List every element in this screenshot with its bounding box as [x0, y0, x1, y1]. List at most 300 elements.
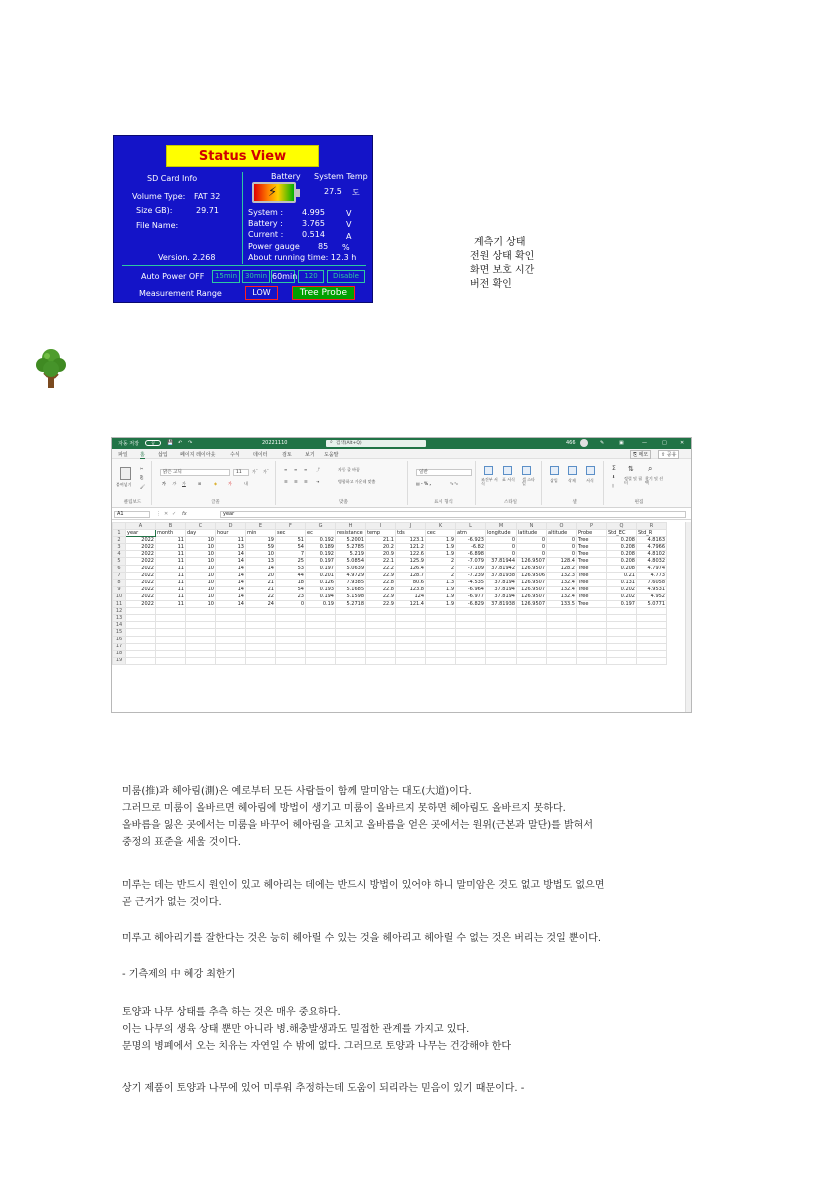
table-cell[interactable]: 126.9507 — [517, 558, 547, 565]
table-cell[interactable] — [246, 622, 276, 629]
power-off-30min[interactable]: 30min — [242, 270, 270, 283]
table-cell[interactable]: longitude — [486, 530, 517, 537]
table-cell[interactable] — [366, 615, 396, 622]
table-cell[interactable]: Tree — [577, 537, 607, 544]
select-all-corner[interactable] — [113, 523, 126, 530]
table-cell[interactable]: 0.192 — [306, 551, 336, 558]
table-cell[interactable]: 10 — [186, 586, 216, 593]
table-cell[interactable]: 122.6 — [396, 551, 426, 558]
table-cell[interactable] — [607, 636, 637, 643]
table-cell[interactable] — [426, 650, 456, 657]
table-cell[interactable] — [396, 622, 426, 629]
table-cell[interactable] — [456, 608, 486, 615]
power-off-120[interactable]: 120 — [298, 270, 324, 283]
table-cell[interactable]: 11 — [156, 544, 186, 551]
name-box[interactable]: A1 — [114, 511, 150, 518]
table-cell[interactable]: 4.8163 — [637, 537, 667, 544]
table-cell[interactable]: 14 — [216, 558, 246, 565]
table-cell[interactable]: 5.0854 — [336, 558, 366, 565]
table-cell[interactable]: 20.2 — [366, 544, 396, 551]
table-cell[interactable]: -6.923 — [456, 537, 486, 544]
table-cell[interactable]: 10 — [186, 572, 216, 579]
table-cell[interactable]: 5.1598 — [336, 593, 366, 600]
table-cell[interactable]: 14 — [246, 565, 276, 572]
table-cell[interactable] — [156, 643, 186, 650]
table-cell[interactable] — [547, 615, 577, 622]
table-cell[interactable] — [306, 650, 336, 657]
align-center-icon[interactable]: ☰ — [294, 479, 298, 484]
table-cell[interactable]: 20 — [246, 572, 276, 579]
table-cell[interactable] — [336, 608, 366, 615]
table-cell[interactable] — [517, 622, 547, 629]
column-header[interactable]: L — [456, 523, 486, 530]
table-cell[interactable]: Tree — [577, 572, 607, 579]
table-cell[interactable] — [156, 650, 186, 657]
table-cell[interactable]: 133.5 — [547, 601, 577, 608]
table-cell[interactable] — [336, 657, 366, 664]
table-cell[interactable] — [517, 657, 547, 664]
table-cell[interactable] — [366, 657, 396, 664]
table-cell[interactable] — [396, 615, 426, 622]
row-header[interactable]: 19 — [113, 657, 126, 664]
column-header[interactable]: A — [126, 523, 156, 530]
table-cell[interactable]: 2022 — [126, 593, 156, 600]
table-cell[interactable]: 121.4 — [396, 601, 426, 608]
table-cell[interactable] — [336, 643, 366, 650]
table-cell[interactable] — [517, 629, 547, 636]
decimal-icon[interactable]: ⁰₀ ⁰₀ — [450, 481, 458, 486]
table-cell[interactable] — [456, 636, 486, 643]
table-cell[interactable]: 0.197 — [306, 565, 336, 572]
table-cell[interactable] — [486, 636, 517, 643]
table-cell[interactable]: 1.9 — [426, 537, 456, 544]
table-cell[interactable] — [306, 622, 336, 629]
share-button[interactable]: ⇪ 공유 — [658, 450, 679, 459]
table-cell[interactable] — [126, 650, 156, 657]
tab-review[interactable]: 검토 — [282, 452, 292, 458]
table-cell[interactable]: 2 — [426, 565, 456, 572]
table-cell[interactable] — [426, 615, 456, 622]
table-cell[interactable] — [366, 622, 396, 629]
table-cell[interactable] — [336, 629, 366, 636]
table-cell[interactable]: 123.1 — [396, 537, 426, 544]
table-cell[interactable]: 10 — [186, 579, 216, 586]
table-cell[interactable]: 126.9507 — [517, 565, 547, 572]
table-cell[interactable] — [246, 643, 276, 650]
table-cell[interactable] — [366, 636, 396, 643]
table-cell[interactable]: 125.9 — [396, 558, 426, 565]
merge-center-button[interactable]: 병합하고 가운데 맞춤 — [338, 479, 376, 484]
font-color-icon[interactable]: 가 — [228, 481, 232, 486]
spreadsheet-grid[interactable] — [112, 522, 692, 713]
table-cell[interactable] — [186, 657, 216, 664]
table-cell[interactable] — [336, 622, 366, 629]
table-cell[interactable] — [426, 622, 456, 629]
align-left-icon[interactable]: ☰ — [284, 479, 288, 484]
table-cell[interactable]: 2022 — [126, 586, 156, 593]
table-cell[interactable]: 11 — [156, 586, 186, 593]
table-cell[interactable]: 4.7966 — [637, 544, 667, 551]
table-cell[interactable]: Tree — [577, 544, 607, 551]
table-cell[interactable] — [276, 608, 306, 615]
table-cell[interactable]: year — [126, 530, 156, 537]
table-cell[interactable]: 19 — [246, 537, 276, 544]
column-header[interactable]: G — [306, 523, 336, 530]
table-cell[interactable]: 22.8 — [366, 586, 396, 593]
align-middle-icon[interactable]: ≡ — [294, 467, 298, 472]
cell-style-icon[interactable] — [522, 466, 531, 475]
table-cell[interactable]: 0 — [547, 537, 577, 544]
table-cell[interactable]: 0 — [517, 544, 547, 551]
table-cell[interactable]: 10 — [186, 537, 216, 544]
table-cell[interactable] — [486, 657, 517, 664]
table-cell[interactable] — [216, 643, 246, 650]
table-cell[interactable]: 37.81938 — [486, 601, 517, 608]
minimize-icon[interactable]: — — [642, 440, 647, 446]
bold-icon[interactable]: 가 — [162, 481, 166, 486]
table-cell[interactable] — [156, 615, 186, 622]
tab-help[interactable]: 도움말 — [324, 452, 339, 458]
row-header[interactable]: 16 — [113, 636, 126, 643]
table-cell[interactable] — [577, 629, 607, 636]
tree-probe-button[interactable]: Tree Probe — [292, 286, 355, 300]
table-cell[interactable] — [156, 629, 186, 636]
table-cell[interactable] — [456, 615, 486, 622]
row-header[interactable]: 11 — [113, 601, 126, 608]
table-cell[interactable] — [637, 657, 667, 664]
table-cell[interactable]: 126.9507 — [517, 593, 547, 600]
table-cell[interactable]: 24 — [246, 601, 276, 608]
table-cell[interactable] — [607, 650, 637, 657]
table-cell[interactable]: 4.8102 — [637, 551, 667, 558]
table-cell[interactable]: 37.81938 — [486, 572, 517, 579]
table-cell[interactable]: min — [246, 530, 276, 537]
column-header[interactable]: N — [517, 523, 547, 530]
table-cell[interactable] — [216, 650, 246, 657]
table-cell[interactable] — [607, 622, 637, 629]
phonetic-icon[interactable]: 내 — [244, 481, 248, 486]
table-cell[interactable]: 0.208 — [607, 565, 637, 572]
table-cell[interactable] — [607, 615, 637, 622]
table-cell[interactable] — [517, 615, 547, 622]
table-cell[interactable] — [366, 629, 396, 636]
vertical-scrollbar[interactable] — [685, 522, 691, 713]
table-cell[interactable] — [186, 608, 216, 615]
table-cell[interactable]: altitude — [547, 530, 577, 537]
table-cell[interactable] — [547, 636, 577, 643]
table-cell[interactable]: 0 — [517, 537, 547, 544]
table-cell[interactable]: 0.131 — [607, 579, 637, 586]
tab-page-layout[interactable]: 페이지 레이아웃 — [180, 452, 216, 458]
font-grow-icon[interactable]: 가ˆ — [252, 469, 258, 474]
row-header[interactable]: 14 — [113, 622, 126, 629]
table-cell[interactable] — [126, 636, 156, 643]
maximize-icon[interactable]: □ — [662, 440, 667, 446]
table-cell[interactable]: 2 — [426, 558, 456, 565]
table-cell[interactable] — [126, 615, 156, 622]
table-cell[interactable]: -6.977 — [456, 593, 486, 600]
avatar[interactable] — [580, 439, 588, 447]
table-cell[interactable]: 22.9 — [366, 572, 396, 579]
conditional-format-icon[interactable] — [484, 466, 493, 475]
italic-icon[interactable]: 가 — [172, 481, 176, 486]
table-cell[interactable]: 13 — [216, 544, 246, 551]
row-header[interactable]: 10 — [113, 593, 126, 600]
table-cell[interactable]: 10 — [186, 565, 216, 572]
search-input[interactable]: 검색(Alt+Q) — [326, 440, 426, 447]
table-cell[interactable] — [426, 636, 456, 643]
table-cell[interactable] — [186, 636, 216, 643]
table-cell[interactable]: 53 — [276, 565, 306, 572]
table-cell[interactable] — [246, 608, 276, 615]
table-cell[interactable] — [366, 608, 396, 615]
table-cell[interactable] — [547, 629, 577, 636]
tab-view[interactable]: 보기 — [305, 452, 315, 458]
table-cell[interactable]: month — [156, 530, 186, 537]
table-cell[interactable]: 13 — [246, 558, 276, 565]
table-cell[interactable]: -6.829 — [456, 601, 486, 608]
table-cell[interactable]: atm — [456, 530, 486, 537]
table-cell[interactable]: 1.9 — [426, 593, 456, 600]
table-cell[interactable]: 0.208 — [607, 551, 637, 558]
table-cell[interactable]: 0.208 — [607, 558, 637, 565]
row-header[interactable]: 15 — [113, 629, 126, 636]
table-cell[interactable]: -4.535 — [456, 579, 486, 586]
tab-file[interactable]: 파일 — [118, 452, 128, 458]
table-cell[interactable]: 128.7 — [396, 572, 426, 579]
column-header[interactable]: C — [186, 523, 216, 530]
table-cell[interactable] — [517, 643, 547, 650]
table-cell[interactable] — [186, 622, 216, 629]
table-cell[interactable] — [306, 608, 336, 615]
fill-icon[interactable]: ⬇ — [612, 474, 616, 479]
table-cell[interactable]: 5.2001 — [336, 537, 366, 544]
table-cell[interactable]: 126.4 — [396, 565, 426, 572]
table-cell[interactable]: 4.9729 — [336, 572, 366, 579]
table-cell[interactable]: day — [186, 530, 216, 537]
table-cell[interactable]: 22.2 — [366, 565, 396, 572]
table-cell[interactable]: 132.4 — [547, 579, 577, 586]
formula-input[interactable]: year — [220, 511, 686, 518]
table-cell[interactable]: 5.2718 — [336, 601, 366, 608]
table-cell[interactable]: 10 — [186, 593, 216, 600]
table-cell[interactable] — [637, 650, 667, 657]
table-cell[interactable]: 14 — [216, 593, 246, 600]
font-shrink-icon[interactable]: 가ˇ — [263, 469, 269, 474]
table-cell[interactable] — [396, 629, 426, 636]
pen-icon[interactable]: ✎ — [600, 440, 605, 446]
table-cell[interactable]: 11 — [216, 537, 246, 544]
table-cell[interactable] — [156, 636, 186, 643]
tab-home[interactable]: 홈 — [140, 452, 145, 458]
table-cell[interactable] — [216, 629, 246, 636]
table-format-icon[interactable] — [503, 466, 512, 475]
power-off-15min[interactable]: 15min — [212, 270, 240, 283]
table-cell[interactable] — [396, 657, 426, 664]
autosave-toggle[interactable]: 끔 — [145, 440, 161, 446]
table-cell[interactable]: 2022 — [126, 572, 156, 579]
table-cell[interactable]: latitude — [517, 530, 547, 537]
table-cell[interactable] — [366, 643, 396, 650]
table-cell[interactable] — [336, 650, 366, 657]
table-cell[interactable]: 0 — [547, 551, 577, 558]
currency-icon[interactable]: ▤ · % , — [416, 481, 432, 486]
table-cell[interactable]: 0.202 — [607, 593, 637, 600]
table-cell[interactable]: 2022 — [126, 558, 156, 565]
table-cell[interactable]: Tree — [577, 579, 607, 586]
table-cell[interactable]: 124 — [396, 593, 426, 600]
underline-icon[interactable]: 가 — [182, 481, 186, 486]
table-cell[interactable]: 22.9 — [366, 593, 396, 600]
column-header[interactable]: J — [396, 523, 426, 530]
save-icon[interactable]: 💾 — [167, 440, 174, 446]
fill-color-icon[interactable]: ◈ — [214, 481, 218, 486]
table-cell[interactable]: 10 — [246, 551, 276, 558]
table-cell[interactable]: 21 — [246, 586, 276, 593]
column-header[interactable]: E — [246, 523, 276, 530]
table-cell[interactable] — [216, 657, 246, 664]
table-cell[interactable]: 11 — [156, 565, 186, 572]
table-cell[interactable] — [637, 629, 667, 636]
table-cell[interactable] — [486, 629, 517, 636]
table-cell[interactable]: 7.6058 — [637, 579, 667, 586]
table-cell[interactable] — [126, 643, 156, 650]
table-cell[interactable] — [246, 657, 276, 664]
table-cell[interactable]: Tree — [577, 601, 607, 608]
fx-icon[interactable]: fx — [182, 511, 187, 517]
table-cell[interactable] — [126, 657, 156, 664]
orientation-icon[interactable]: ⤴ — [316, 467, 320, 472]
column-header[interactable]: Q — [607, 523, 637, 530]
table-cell[interactable]: 128.2 — [547, 565, 577, 572]
table-cell[interactable]: 0.192 — [306, 537, 336, 544]
tab-data[interactable]: 데이터 — [253, 452, 268, 458]
table-cell[interactable] — [517, 608, 547, 615]
table-cell[interactable] — [456, 650, 486, 657]
table-cell[interactable] — [216, 608, 246, 615]
table-cell[interactable] — [396, 643, 426, 650]
table-cell[interactable]: 0.21 — [607, 572, 637, 579]
table-cell[interactable] — [547, 657, 577, 664]
table-cell[interactable]: hour — [216, 530, 246, 537]
table-cell[interactable]: 5.0771 — [637, 601, 667, 608]
table-cell[interactable]: 0.197 — [306, 558, 336, 565]
table-cell[interactable] — [186, 643, 216, 650]
table-cell[interactable] — [577, 608, 607, 615]
border-icon[interactable]: ⊞ — [198, 481, 202, 486]
align-bottom-icon[interactable]: ≡ — [304, 467, 308, 472]
range-low-button[interactable]: LOW — [245, 286, 278, 300]
power-off-60min[interactable]: 60min — [272, 272, 298, 281]
table-cell[interactable]: 4.952 — [637, 593, 667, 600]
table-cell[interactable]: 1.3 — [426, 579, 456, 586]
table-cell[interactable] — [216, 636, 246, 643]
table-cell[interactable]: Std_EC — [607, 530, 637, 537]
row-header[interactable]: 1 — [113, 530, 126, 537]
table-cell[interactable] — [246, 629, 276, 636]
table-cell[interactable] — [246, 636, 276, 643]
table-cell[interactable] — [486, 615, 517, 622]
table-cell[interactable]: 2022 — [126, 601, 156, 608]
table-cell[interactable] — [306, 657, 336, 664]
cancel-edit-icon[interactable]: ✕ — [164, 511, 169, 517]
table-cell[interactable]: 0.126 — [306, 579, 336, 586]
table-cell[interactable]: 44 — [276, 572, 306, 579]
table-cell[interactable] — [246, 615, 276, 622]
column-header[interactable]: K — [426, 523, 456, 530]
table-cell[interactable] — [336, 636, 366, 643]
table-cell[interactable] — [336, 615, 366, 622]
table-cell[interactable] — [486, 622, 517, 629]
table-cell[interactable]: 7.9385 — [336, 579, 366, 586]
table-cell[interactable]: 11 — [156, 579, 186, 586]
table-cell[interactable] — [276, 615, 306, 622]
table-cell[interactable]: 0.202 — [607, 586, 637, 593]
close-icon[interactable]: ✕ — [680, 440, 685, 446]
table-cell[interactable]: 7 — [276, 551, 306, 558]
table-cell[interactable]: 2022 — [126, 544, 156, 551]
table-cell[interactable] — [517, 650, 547, 657]
wrap-text-button[interactable]: 자동 줄 바꿈 — [338, 467, 360, 472]
autosum-icon[interactable]: Σ — [612, 465, 616, 472]
table-cell[interactable] — [396, 608, 426, 615]
table-cell[interactable] — [306, 636, 336, 643]
table-cell[interactable]: 37.81942 — [486, 565, 517, 572]
table-cell[interactable] — [577, 622, 607, 629]
table-cell[interactable] — [396, 650, 426, 657]
insert-cells-icon[interactable] — [550, 466, 559, 475]
cut-icon[interactable]: ✂ — [140, 466, 144, 471]
table-cell[interactable] — [486, 650, 517, 657]
row-header[interactable]: 12 — [113, 608, 126, 615]
font-size-select[interactable]: 11 — [233, 469, 249, 476]
memo-button[interactable]: ⎘ 메모 — [630, 450, 651, 459]
font-name-select[interactable]: 맑은 고딕 — [160, 469, 230, 476]
table-cell[interactable]: 4.7974 — [637, 565, 667, 572]
table-cell[interactable] — [456, 622, 486, 629]
table-cell[interactable]: 4.8032 — [637, 558, 667, 565]
table-cell[interactable] — [426, 643, 456, 650]
table-cell[interactable]: resistance — [336, 530, 366, 537]
table-cell[interactable] — [637, 622, 667, 629]
table-cell[interactable]: 59 — [246, 544, 276, 551]
table-cell[interactable]: ec — [306, 530, 336, 537]
table-cell[interactable]: 0 — [547, 544, 577, 551]
row-header[interactable]: 4 — [113, 551, 126, 558]
table-cell[interactable]: Std_R — [637, 530, 667, 537]
table-cell[interactable]: 25 — [276, 558, 306, 565]
table-cell[interactable]: Tree — [577, 551, 607, 558]
table-cell[interactable]: 126.9507 — [517, 579, 547, 586]
table-cell[interactable]: 126.9507 — [517, 586, 547, 593]
column-header[interactable]: P — [577, 523, 607, 530]
table-cell[interactable]: 123.8 — [396, 586, 426, 593]
clear-icon[interactable]: ◊ — [612, 483, 614, 488]
row-header[interactable]: 13 — [113, 615, 126, 622]
sort-filter-icon[interactable]: ⇅ — [628, 465, 634, 473]
table-cell[interactable] — [186, 615, 216, 622]
tab-formulas[interactable]: 수식 — [230, 452, 240, 458]
table-cell[interactable]: 11 — [156, 593, 186, 600]
table-cell[interactable] — [306, 615, 336, 622]
table-cell[interactable] — [276, 657, 306, 664]
table-cell[interactable]: 0.19 — [306, 601, 336, 608]
redo-icon[interactable]: ↷ — [188, 440, 193, 446]
table-cell[interactable]: 121.2 — [396, 544, 426, 551]
table-cell[interactable]: 14 — [216, 551, 246, 558]
table-cell[interactable] — [156, 608, 186, 615]
table-cell[interactable] — [637, 615, 667, 622]
